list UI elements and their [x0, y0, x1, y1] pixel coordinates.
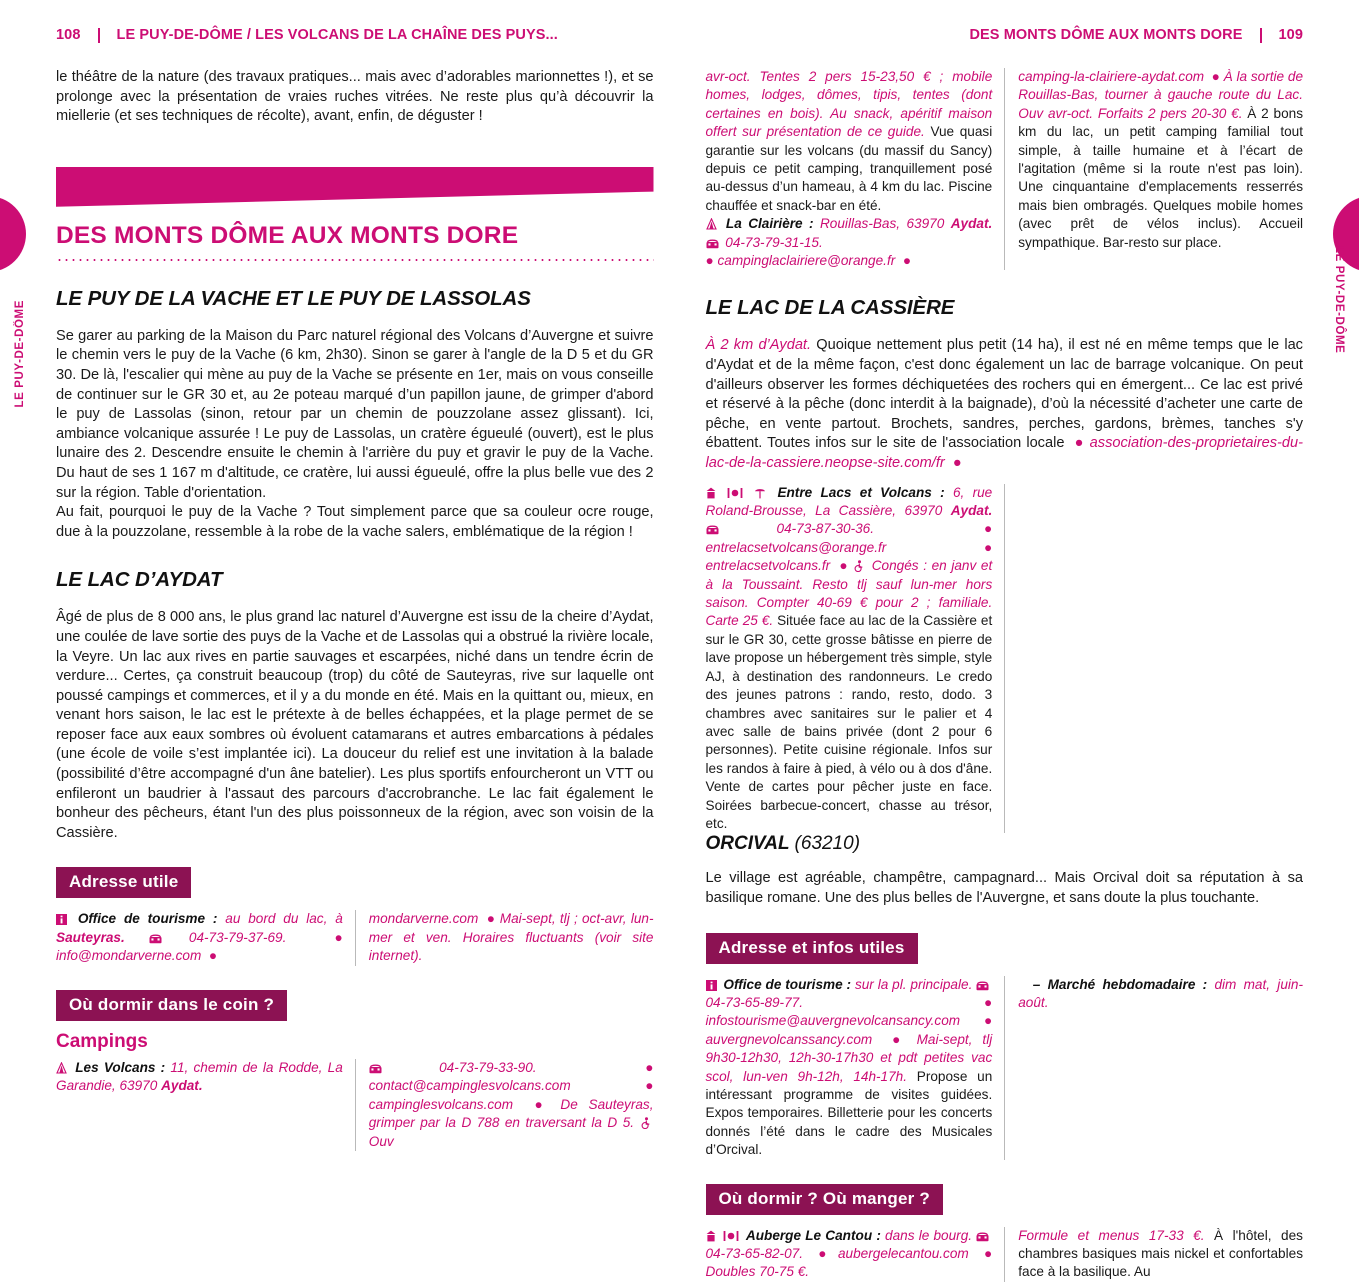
bullet-separator: ● [894, 995, 993, 1010]
listing-place: Sauteyras. [56, 930, 125, 945]
listing-name: Office de tourisme : [723, 977, 851, 992]
lac-cassiere-lead: À 2 km d’Aydat. [706, 337, 812, 353]
subhead-campings: Campings [56, 1033, 343, 1051]
bullet-separator: ● [976, 1246, 992, 1261]
listing-directions: De Sauteyras, grimper par la D 788 en traversant la D 5. [369, 1097, 654, 1130]
bullet-separator: ● [835, 558, 849, 573]
listing-website[interactable]: mondarverne.com [369, 911, 479, 926]
right-page [680, 0, 1359, 1134]
bullet-separator: ● [882, 1032, 906, 1047]
section-banner [56, 167, 654, 261]
listing-phone: 04-73-79-31-15. [725, 235, 823, 250]
banner-title: DES MONTS DÔME AUX MONTS DORE [56, 222, 654, 250]
listing-phone: 04-73-87-30-36. [777, 521, 875, 536]
listing-description: Située face au lac de la Cassière et sur le GR 30, cette grosse bâtisse en pierre de lave propose un hébergement très simple, style AJ, à destination des randonneurs. Le credo des jeunes patrons : rando, resto, dodo. 3 chambres avec sanitaires sur le palier et 4 avec salle de bains privée (dont 2 pour 6 personnes). Petite cuisine régionale. Infos sur les randos à faire à pied, à vélo ou à dos d'âne. Vente de cartes pour pêcher juste en face. Soirées barbecue-concert, chasse au trésor, etc. [706, 613, 993, 830]
section-heading-lac-aydat: LE LAC D’AYDAT [56, 568, 654, 592]
listing-address: dans le bourg. [885, 1228, 972, 1243]
listing-auberge-le-cantou [706, 1227, 1304, 1282]
lac-cassiere-paragraph [706, 336, 1304, 473]
listing-address: au bord du lac, à [225, 911, 343, 926]
page-number-left: 108 [56, 27, 81, 43]
listing-col-left [706, 1227, 1005, 1282]
listing-address: Rouillas-Bas, 63970 [820, 216, 944, 231]
listing-phone: 04-73-65-82-07. [706, 1246, 804, 1261]
listing-address: 6, rue Roland-Brousse, La Cassière, 63970 [706, 485, 993, 518]
bullet-separator: ● [205, 948, 217, 963]
vertical-chapter-label-left: LE PUY-DE-DÔME [14, 300, 26, 407]
town-name: ORCIVAL [706, 833, 790, 854]
listing-col-right [355, 1059, 654, 1151]
listing-address: 11, chemin de la Rodde, La Garandie, 63970 [56, 1060, 343, 1093]
wheelchair-icon [640, 1117, 651, 1129]
listing-town: Aydat. [161, 1078, 203, 1093]
camping-volcans-roman-cont: Vue quasi garantie sur les volcans (du massif du Sancy) depuis ce petit camping, tranquillement posé au-dessus d’un hameau, à 4 km du lac. Piscine chauffée et snack-bar en été. [706, 124, 993, 213]
left-page [0, 0, 680, 1134]
listing-name: La Clairière : [726, 216, 814, 231]
campings-subhead-col [56, 1033, 355, 1059]
listing-email[interactable]: contact@campinglesvolcans.com [369, 1078, 571, 1093]
terrace-icon [754, 487, 766, 499]
listing-col-left [706, 484, 1005, 834]
continued-paragraph: le théâtre de la nature (des travaux pratiques... mais avec d’adorables marionnettes !), et se prolonge avec la présentation de vraies ruches vitrées. Ne reste plus qu’à découvrir la miellerie (et ses techniques de récolte), avant, enfin, de déguster ! [56, 68, 654, 127]
tag-adresse-infos-utiles: Adresse et infos utiles [706, 933, 918, 964]
phone-icon [149, 934, 162, 944]
listing-description: Propose un intéressant programme de visites guidées. Expos temporaires. Billetterie pour les concerts donnés l’été dans le cadre des Musicales d’Orcival. [706, 1069, 993, 1158]
tag-ou-dormir-ou-manger: Où dormir ? Où manger ? [706, 1184, 943, 1215]
bullet-separator: ● [1070, 435, 1085, 451]
listing-col-left [56, 910, 355, 965]
phone-icon [976, 981, 989, 991]
banner-triangle [56, 167, 654, 207]
listing-office-tourisme-aydat [56, 910, 654, 965]
town-postcode: (63210) [795, 833, 861, 854]
listing-name: Auberge Le Cantou : [746, 1228, 881, 1243]
tag-ou-dormir-wrap [56, 990, 654, 1021]
phone-icon [369, 1064, 382, 1074]
info-icon [56, 914, 67, 925]
runhead-divider [98, 28, 100, 43]
runhead-divider [1260, 28, 1262, 43]
lac-cassiere-body: Quoique nettement plus petit (14 ha), il est né en même temps que le lac d'Aydat et de la même façon, c'est donc également un lac de barrage volcanique. On peut d'ailleurs observer les formes déchiquetées des rochers qui en émergent... Ce lac est privé et réservé à la pêche (donc interdit à la baignade), d’où la nécessité d’acheter une carte de pêche, en vente partout. Brochets, sandres, perches, gardons, brèmes, tanches s'y ébattent. Toutes infos sur le site de l'association locale [706, 337, 1304, 451]
bullet-separator: ● [935, 540, 992, 555]
wheelchair-icon [853, 560, 864, 572]
listing-email[interactable]: campinglaclairiere@orange.fr [718, 253, 896, 268]
listing-description-cont [1018, 977, 1025, 992]
page-number-right: 109 [1279, 27, 1304, 43]
listing-office-tourisme-orcival [706, 976, 1304, 1160]
section-heading-lac-cassiere: LE LAC DE LA CASSIÈRE [706, 296, 1304, 320]
banner-dotted-rule [56, 259, 654, 261]
running-head-right [706, 22, 1304, 48]
tent-icon [706, 218, 717, 230]
listing-email[interactable]: infostourisme@auvergnevolcansancy.com [706, 1013, 961, 1028]
listing-town: Aydat. [951, 503, 993, 518]
orcival-paragraph: Le village est agréable, champêtre, campagnard... Mais Orcival doit sa réputation à sa basilique romane. Une des plus belles de l'Auvergne, et sans doute la plus touchante. [706, 869, 1304, 908]
restaurant-icon [727, 487, 743, 499]
listing-menus: Formule et menus 17-33 €. [1018, 1228, 1204, 1243]
listing-entre-lacs-et-volcans [706, 484, 1304, 834]
listing-continuation-row-1 [706, 68, 1304, 270]
phone-icon [976, 1232, 989, 1242]
listing-description: À 2 bons km du lac, un petit camping familial tout simple, à taille humaine et à l’écart de l'agitation (même si la route n'est pas loin). Une cinquantaine d'emplacements resserrés mais bien ombragés. Quelques mobile homes (avec prêt de vélos inclus). Accueil sympathique. Bar-resto sur place. [1018, 106, 1303, 250]
listing-name: Entre Lacs et Volcans : [777, 485, 944, 500]
listing-col-left [706, 68, 1005, 270]
listing-website[interactable]: campinglesvolcans.com [369, 1097, 513, 1112]
restaurant-icon [723, 1230, 739, 1242]
listing-col-left [56, 1059, 355, 1151]
listing-col-right [1004, 484, 1303, 834]
market-label: – Marché hebdomadaire : [1033, 977, 1207, 992]
vertical-chapter-label-right: LE PUY-DE-DÔME [1333, 246, 1345, 353]
listing-col-right [1004, 68, 1303, 270]
tag-ou-dormir: Où dormir dans le coin ? [56, 990, 287, 1021]
section-heading-puy-vache: LE PUY DE LA VACHE ET LE PUY DE LASSOLAS [56, 287, 654, 311]
listing-address: sur la pl. principale. [855, 977, 972, 992]
tent-icon [56, 1062, 67, 1074]
campings-subhead-row [56, 1033, 654, 1059]
listing-col-right [355, 910, 654, 965]
listing-email[interactable]: info@mondarverne.com [56, 948, 201, 963]
bullet-separator: ● [972, 1013, 992, 1028]
camping-volcans-italic-cont: avr-oct. Tentes 2 pers 15-23,50 € ; mobile homes, lodges, dômes, tipis, tentes (dont certaines en bois). Au snack, apéritif maison offert sur présentation de ce guide. [706, 69, 993, 139]
right-page-body [706, 48, 1304, 1282]
bullet-separator: ● [524, 1097, 550, 1112]
listing-description: À l'hôtel, des chambres basiques mais nickel et confortables face à la basilique. Au [1018, 1228, 1303, 1280]
hotel-icon [706, 1230, 716, 1242]
listing-hours: Mai-sept, tlj 9h30-12h30, 12h-30-17h30 et pdt petites vac scol, lun-ven 9h-12h, 14h-17h. [706, 1032, 993, 1084]
bullet-separator: ● [310, 930, 342, 945]
listing-website[interactable]: camping-la-clairiere-aydat.com [1018, 69, 1204, 84]
listing-phone: 04-73-79-33-90. [439, 1060, 537, 1075]
bullet-separator: ● [899, 253, 911, 268]
listing-directions: À la sortie de Rouillas-Bas, tourner à gauche route du Lac. Ouv avr-oct. Forfaits 2 pers 20-30 €. [1018, 69, 1303, 121]
tag-adresse-infos-wrap [706, 933, 1304, 964]
bullet-separator: ● [929, 521, 992, 536]
running-head-left [56, 22, 654, 48]
tag-adresse-utile: Adresse utile [56, 867, 191, 898]
bullet-separator: ● [1208, 69, 1220, 84]
tag-ou-dormir-manger-wrap [706, 1184, 1304, 1215]
phone-icon [706, 525, 719, 535]
listing-practical: Congés : en janv et à la Toussaint. Resto tlj sauf lun-mer hors saison. Compter 40-69 € pour 2 ; familiale. Carte 25 €. [706, 558, 993, 628]
thumb-tab-left [0, 196, 26, 272]
listing-name: Office de tourisme : [78, 911, 218, 926]
puy-vache-paragraph-1: Se garer au parking de la Maison du Parc naturel régional des Volcans d’Auvergne et suivre le chemin vers le puy de la Vache (6 km, 2h30). Sinon se garer à l'angle de la D 5 et du GR 30. De là, l'escalier qui mène au puy de la Vache se présente en 1er, mais on vous conseille de continuer sur le GR 30 et, au 2e poteau marqué d’un papillon jaune, de grimper d'abord le puy de Lassolas (sinon, retour par un chemin de pouzzolane assez glissant). Ici, ambiance volcanique assurée ! Le puy de Lassolas, un cratère égueulé (ouvert), est le plus lunaire des 2. Descendre ensuite le chemin à l'arrière du puy et gravir le puy de la Vache. Du haut de ses 1 167 m d'altitude, ce cratère, lui aussi égueulé, offre la plus belle vue des 2 sur la région. Table d'orientation. [56, 327, 654, 503]
market-value: dim mat, juin-août. [1018, 977, 1303, 1010]
listing-email[interactable]: aubergelecantou.com [838, 1246, 969, 1261]
running-head-title-right: DES MONTS DÔME AUX MONTS DORE [969, 27, 1242, 43]
listing-col-left [706, 976, 1005, 1160]
listing-website[interactable]: entrelacsetvolcans.fr [706, 558, 831, 573]
lac-aydat-paragraph: Âgé de plus de 8 000 ans, le plus grand lac naturel d’Auvergne est issu de la cheire d’Aydat, une coulée de lave sortie des puys de la Vache et de Lassolas qui a obstrué la rivière locale, la Veyre. Un lac aux rives en partie sauvages et escarpées, niché dans un tendre écrin de verdure... Certes, ça construit beaucoup (trop) du côté de Sauteyras, rive sur laquelle ont poussé campings et commerces, et il y a du monde en été. Mais en la quittant ou, mieux, en venant hors saison, le lac est le prétexte à de belles échappées, et la plage permet de se reposer face aux eaux sombres où évoluent catamarans et autres embarcations à pédales (une école de voile s’est implantée ici). La douceur du relief est une invitation à la balade (possibilité d’être accompagné d'un âne batelier). Les plus sportifs enfourcheront un VTT ou enfileront un baudrier à l'assaut des parcours d'accrobranche. Le lac fait également le bonheur des pêcheurs, étant l'un des plus poissonneux de la région, avec son voisin de la Cassière. [56, 608, 654, 843]
hotel-icon [706, 487, 716, 499]
listing-name: Les Volcans : [75, 1060, 165, 1075]
bullet-separator: ● [811, 1246, 831, 1261]
listing-email[interactable]: entrelacsetvolcans@orange.fr [706, 540, 887, 555]
listing-website[interactable]: auvergnevolcanssancy.com [706, 1032, 873, 1047]
bullet-separator: ● [949, 455, 962, 471]
bullet-separator: ● [591, 1060, 654, 1075]
bullet-separator: ● [608, 1078, 654, 1093]
campings-subhead-spacer [355, 1033, 654, 1059]
listing-tail: Ouv [369, 1134, 394, 1149]
listing-col-right [1004, 976, 1303, 1160]
listing-doubles: Doubles 70-75 €. [706, 1264, 810, 1279]
lac-cassiere-website[interactable]: association-des-proprietaires-du-lac-de-la-cassiere.neopse-site.com/fr [706, 435, 1304, 471]
listing-col-right [1004, 1227, 1303, 1282]
listing-hours: Mai-sept, tlj ; oct-avr, lun-mer et ven. Horaires fluctuants (voir site internet). [369, 911, 654, 963]
info-icon [706, 980, 717, 991]
listing-camping-les-volcans [56, 1059, 654, 1151]
listing-phone: 04-73-79-37-69. [189, 930, 287, 945]
running-head-title-left: LE PUY-DE-DÔME / LES VOLCANS DE LA CHAÎNE DES PUYS... [117, 27, 558, 43]
tag-adresse-utile-wrap [56, 867, 654, 898]
listing-phone: 04-73-65-89-77. [706, 995, 804, 1010]
left-page-body [56, 48, 654, 1151]
town-heading-orcival [706, 833, 1304, 855]
bullet-separator: ● [706, 253, 714, 268]
puy-vache-paragraph-2: Au fait, pourquoi le puy de la Vache ? Tout simplement parce que sa couleur ocre rouge, due à la pouzzolane, ressemble à la robe de la vache salers, emblématique de la région ! [56, 503, 654, 542]
listing-town: Aydat. [951, 216, 993, 231]
phone-icon [706, 239, 719, 249]
bullet-separator: ● [483, 911, 496, 926]
